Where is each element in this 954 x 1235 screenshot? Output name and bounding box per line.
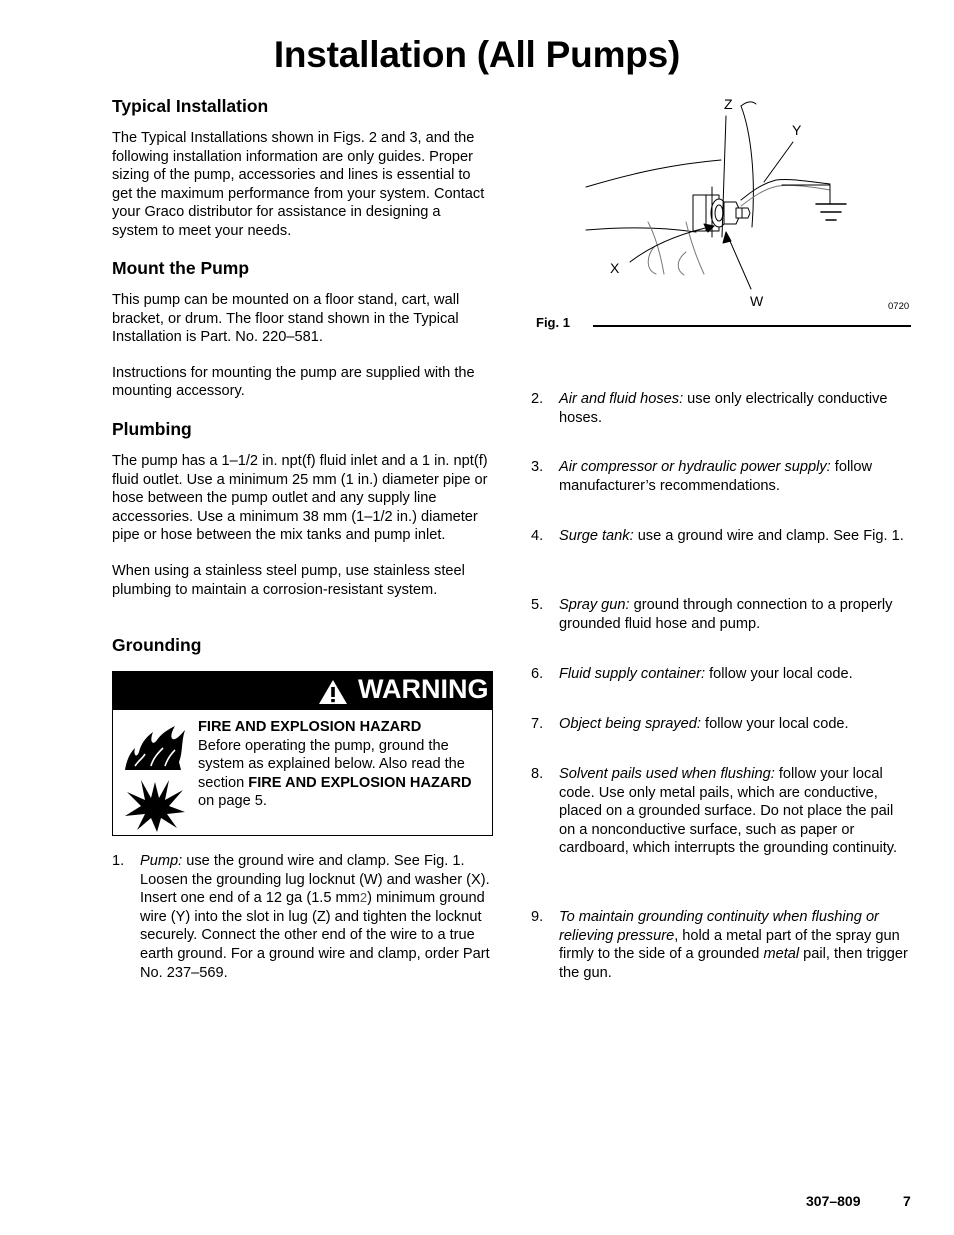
grounding-item-8 — [559, 765, 911, 858]
warning-text-part: on page 5. — [198, 793, 267, 810]
item-lead: Surge tank: — [559, 528, 634, 544]
typical-installation-paragraph: The Typical Installations shown in Figs. 2 and 3, and the following installation information are only guides. Proper sizing of the pump, accessories and lines is essential to get the maximum performance from your system. Contact your Graco distributor for assistance in designing a system to meet your needs. — [112, 130, 485, 239]
callout-x: X — [610, 260, 620, 276]
item-text-part: follow your local code. — [705, 666, 853, 682]
warning-label: WARNING — [358, 674, 489, 704]
item-text-part: ) minimum ground wire (Y) into the slot in lug (Z) and tighten the locknut securely. Connect the other end of the wire to a true earth ground. For a ground wire and clamp, order Part No. 237–569. — [140, 890, 490, 981]
item-text-part: follow your local code. Use only metal pails, which are conductive, placed on a grounded surface. Do not place the pail on a nonconductive surface, such as paper or cardboard, which interrupts the grounding continuity. — [559, 766, 898, 857]
item-number: 2. — [531, 391, 544, 407]
page-number: 7 — [903, 1193, 911, 1209]
warning-text-bold: FIRE AND EXPLOSION HAZARD — [248, 774, 472, 791]
explosion-icon — [123, 776, 187, 832]
item-number: 1. — [112, 853, 125, 869]
item-number: 9. — [531, 909, 544, 925]
grounding-item-7 — [559, 715, 911, 734]
item-text-part: follow your local code. — [700, 716, 849, 732]
grounding-item-2 — [559, 390, 911, 427]
item-text-part: follow manufacturer’s recommendations. — [559, 459, 873, 494]
plumbing-text — [112, 452, 492, 599]
mount-pump-text — [112, 291, 492, 401]
page-title: Installation (All Pumps) — [273, 34, 681, 75]
item-lead: Spray gun: — [559, 597, 630, 613]
callout-w: W — [750, 293, 764, 309]
mount-paragraph-2: Instructions for mounting the pump are supplied with the mounting accessory. — [112, 364, 475, 400]
item-number: 7. — [531, 716, 544, 732]
item-number: 4. — [531, 528, 544, 544]
figure-label: Fig. 1 — [536, 315, 570, 330]
grounding-item-4 — [559, 527, 911, 546]
item-number: 3. — [531, 459, 544, 475]
plumbing-heading: Plumbing — [112, 419, 192, 439]
warning-box — [112, 671, 493, 836]
warning-hazard-text — [198, 737, 483, 811]
item-lead: Object being sprayed: — [559, 716, 701, 732]
item-text-part: 2 — [359, 890, 368, 906]
item-text-part: ground through connection to a properly grounded fluid hose and pump. — [559, 597, 893, 632]
plumbing-paragraph-1: The pump has a 1–1/2 in. npt(f) fluid inlet and a 1 in. npt(f) fluid outlet. Use a minimum 25 mm (1 in.) diameter pipe or hose between the pump outlet and any supply line accessories. Use a minimum 38 mm (1–1/2 in.) diameter pipe or hose between the mix tanks and pump inlet. — [112, 453, 488, 544]
grounding-item-6 — [559, 665, 911, 684]
item-number: 8. — [531, 766, 544, 782]
document-number: 307–809 — [806, 1193, 861, 1209]
fire-icon — [121, 722, 187, 772]
grounding-item-1 — [140, 852, 492, 982]
item-number: 5. — [531, 597, 544, 613]
figure-code: 0720 — [888, 301, 910, 312]
grounding-heading: Grounding — [112, 635, 202, 655]
item-lead: Fluid supply container: — [559, 666, 706, 682]
callout-z: Z — [724, 96, 733, 112]
item-lead: Solvent pails used when flushing: — [559, 766, 775, 782]
item-text-part: use a ground wire and clamp. See Fig. 1. — [633, 528, 904, 544]
grounding-item-5 — [559, 596, 911, 633]
item-text-part: , hold a metal part of the spray gun firmly to the side of a grounded — [559, 927, 900, 963]
item-text-part: use the ground wire and clamp. See Fig. 1. Loosen the grounding lug locknut (W) and washer (X). Insert one end of a 12 ga (1.5 mm — [140, 853, 490, 907]
warning-body — [198, 718, 483, 811]
callout-y: Y — [792, 122, 802, 138]
tank-top-edge — [586, 160, 721, 187]
warning-hazard-title: FIRE AND EXPLOSION HAZARD — [198, 719, 422, 735]
warning-triangle-icon — [318, 679, 348, 705]
mount-pump-heading: Mount the Pump — [112, 258, 250, 278]
typical-installation-heading: Typical Installation — [112, 96, 269, 116]
item-lead: To maintain grounding continuity when flushing or relieving pressure — [559, 909, 879, 944]
warning-header — [113, 672, 492, 710]
item-lead: Air compressor or hydraulic power supply: — [559, 459, 831, 475]
grounding-item-9 — [559, 908, 909, 982]
grounding-item-3 — [559, 458, 911, 495]
item-text-part: use only electrically conductive hoses. — [559, 391, 888, 426]
item-emphasis: metal — [763, 946, 800, 963]
item-lead: Pump: — [140, 853, 183, 869]
item-text-part: pail, then trigger the gun. — [559, 946, 908, 981]
item-lead: Air and fluid hoses: — [559, 391, 684, 407]
mount-paragraph-1: This pump can be mounted on a floor stand, cart, wall bracket, or drum. The floor stand shown in the Typical Installation is Part. No. 220–581. — [112, 292, 460, 346]
figure-rule — [593, 325, 911, 327]
plumbing-paragraph-2: When using a stainless steel pump, use stainless steel plumbing to maintain a corrosion-resistant system. — [112, 562, 465, 598]
warning-text-part: Before operating the pump, ground the system as explained below. Also read the section — [198, 737, 465, 791]
figure-1-drawing — [536, 92, 916, 332]
item-number: 6. — [531, 666, 544, 682]
typical-installation-text — [112, 129, 487, 241]
